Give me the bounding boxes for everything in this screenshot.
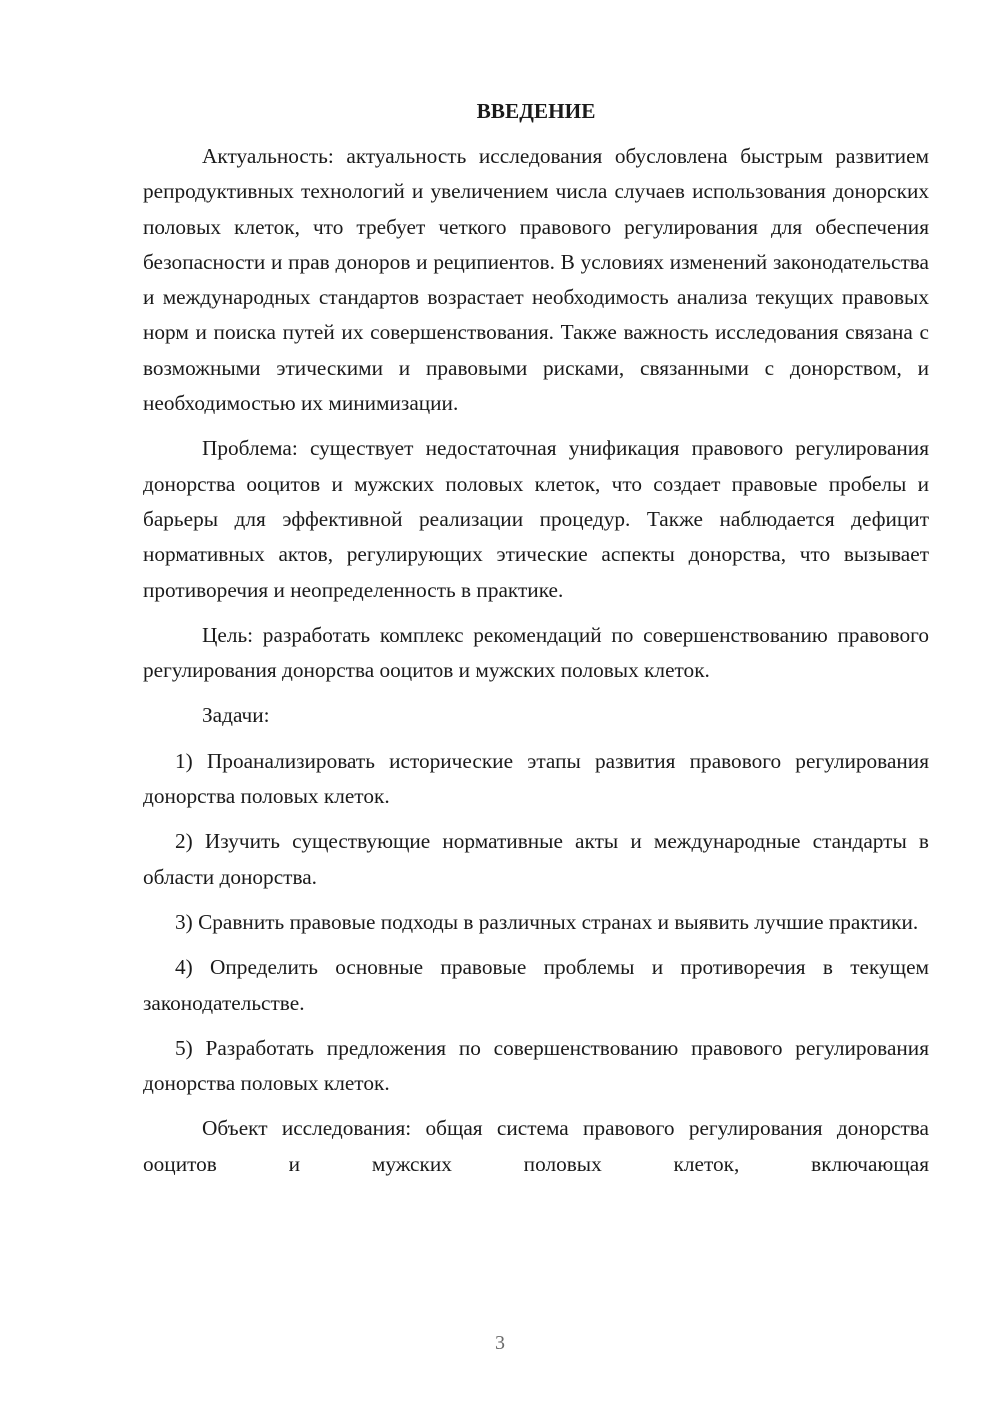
section-heading: ВВЕДЕНИЕ — [476, 99, 596, 123]
task-item: 1) Проанализировать исторические этапы развития правового регулирования донорства половых клеток. — [143, 748, 929, 809]
problem-paragraph: Проблема: существует недостаточная унификация правового регулирования донорства ооцитов и мужских половых клеток, что создает правовые пробелы и барьеры для эффективной реализации процедур. Также наблюдается дефицит нормативных актов, регулирующих этические аспекты донорства, что вызывает противоречия и неопределенность в практике. — [143, 436, 929, 602]
relevance-paragraph: Актуальность: актуальность исследования обусловлена быстрым развитием репродуктивных технологий и увеличением числа случаев использования донорских половых клеток, что требует четкого правового регулирования для обеспечения безопасности и прав доноров и реципиентов. В условиях изменений законодательства и международных стандартов возрастает необходимость анализа текущих правовых норм и поиска путей их совершенствования. Также важность исследования связана с возможными этическими и правовыми рисками, связанными с донорством, и необходимостью их минимизации. — [143, 144, 929, 416]
task-item: 5) Разработать предложения по совершенствованию правового регулирования донорства половых клеток. — [143, 1035, 929, 1096]
task-item: 2) Изучить существующие нормативные акты и международные стандарты в области донорства. — [143, 829, 929, 889]
document-page — [143, 95, 929, 1182]
tasks-label: Задачи: — [202, 703, 270, 728]
goal-paragraph: Цель: разработать комплекс рекомендаций по совершенствованию правового регулирования донорства ооцитов и мужских половых клеток. — [143, 622, 929, 683]
page-number: 3 — [495, 1332, 505, 1354]
object-paragraph: Объект исследования: общая система правового регулирования донорства ооцитов и мужских половых клеток, включающая — [143, 1116, 929, 1176]
task-item: 4) Определить основные правовые проблемы и противоречия в текущем законодательстве. — [143, 955, 929, 1015]
task-item: 3) Сравнить правовые подходы в различных странах и выявить лучшие практики. — [175, 909, 919, 934]
